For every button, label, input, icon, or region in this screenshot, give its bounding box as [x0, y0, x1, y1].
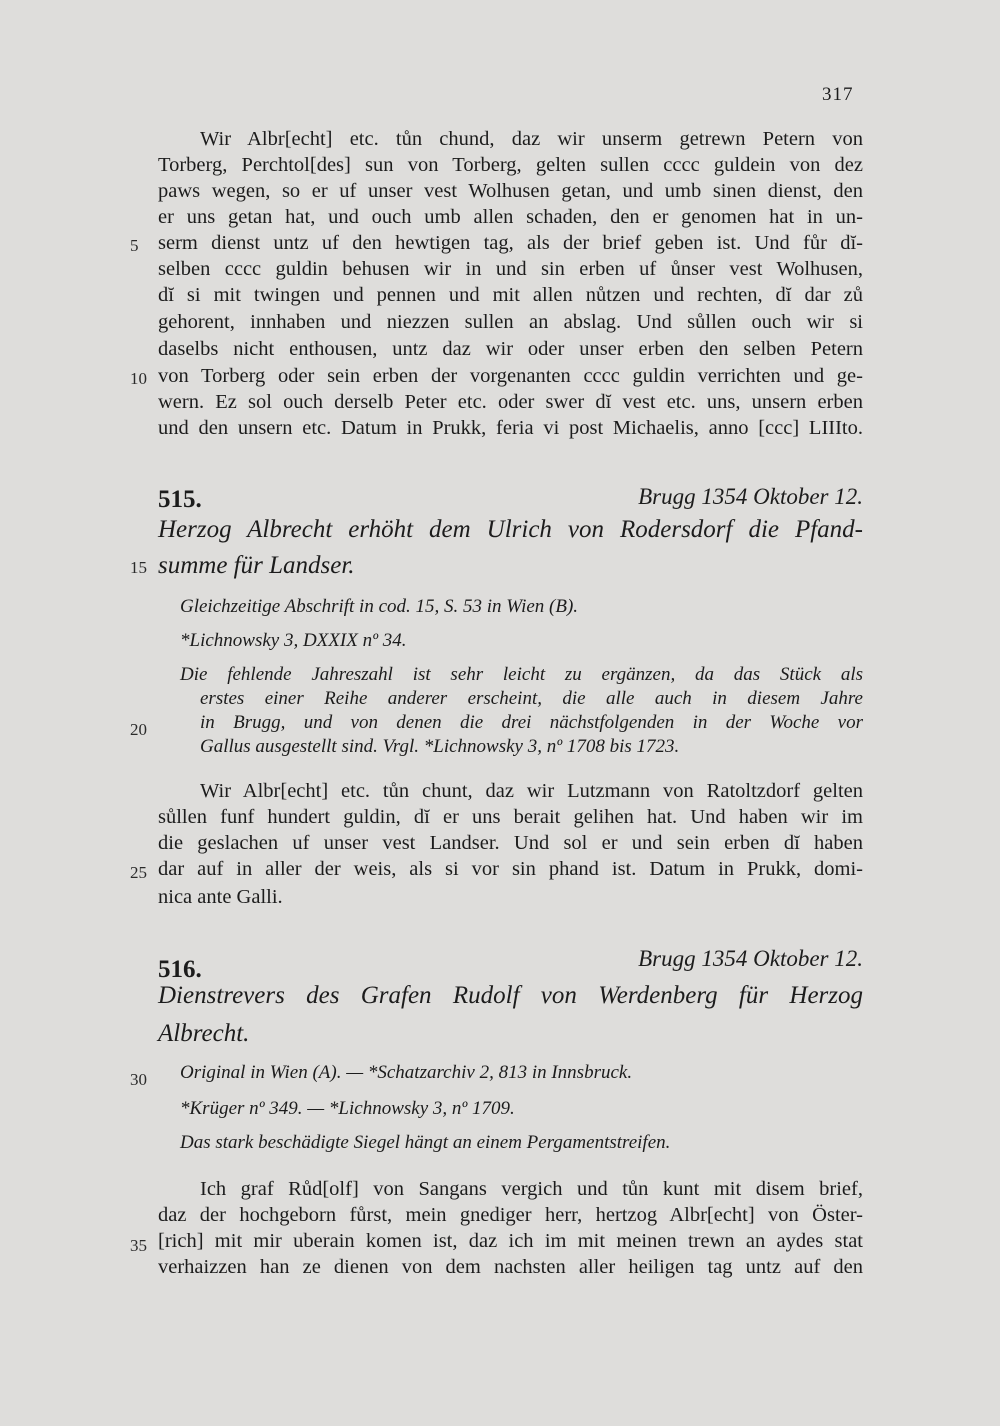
- text-line: die geslachen uf unser vest Landser. Und sol er und sein erben dĭ haben: [158, 832, 863, 854]
- text-line: von Torberg oder sein erben der vorgenanten cccc guldin verrichten und ge-: [158, 365, 863, 387]
- text-line: Torberg, Perchtol[des] sun von Torberg, gelten sullen cccc guldein von dez: [158, 154, 863, 176]
- source-note: Original in Wien (A). — *Schatzarchiv 2, 813 in Innsbruck.: [180, 1062, 633, 1083]
- text-line: gehorent, innhaben und niezzen sullen an abslag. Und sůllen ouch wir si: [158, 311, 863, 333]
- text-line: verhaizzen han ze dienen von dem nachsten aller heiligen tag untz auf den: [158, 1256, 863, 1278]
- editorial-note: erstes einer Reihe anderer erscheint, die alle auch in diesem Jahre: [200, 688, 863, 709]
- text-line: sůllen funf hundert guldin, dĭ er uns berait gelihen hat. Und haben wir im: [158, 806, 863, 828]
- line-number: 25: [130, 863, 147, 882]
- editorial-note: Die fehlende Jahreszahl ist sehr leicht zu ergänzen, da das Stück als: [180, 664, 863, 685]
- text-line: paws wegen, so er uf unser vest Wolhusen getan, und umb sinen dienst, den: [158, 180, 863, 202]
- source-note: *Lichnowsky 3, DXXIX nº 34.: [180, 630, 407, 651]
- line-number: 10: [130, 369, 147, 388]
- document-title: Albrecht.: [158, 1020, 250, 1047]
- source-note: Das stark beschädigte Siegel hängt an einem Pergamentstreifen.: [180, 1132, 671, 1153]
- document-date: Brugg 1354 Oktober 12.: [638, 484, 863, 509]
- source-note: Gleichzeitige Abschrift in cod. 15, S. 53 in Wien (B).: [180, 596, 579, 617]
- text-line: daz der hochgeborn fůrst, mein gnediger herr, hertzog Albr[echt] von Öster-: [158, 1204, 863, 1226]
- page-number: 317: [822, 84, 854, 105]
- text-line: Wir Albr[echt] etc. tůn chund, daz wir unserm getrewn Petern von: [200, 128, 863, 150]
- line-number: 30: [130, 1070, 147, 1089]
- document-title: Herzog Albrecht erhöht dem Ulrich von Rodersdorf die Pfand-: [158, 516, 863, 543]
- document-date: Brugg 1354 Oktober 12.: [638, 946, 863, 971]
- text-line: nica ante Galli.: [158, 886, 283, 908]
- editorial-note: Gallus ausgestellt sind. Vrgl. *Lichnowsky 3, nº 1708 bis 1723.: [200, 736, 680, 757]
- text-line: Wir Albr[echt] etc. tůn chunt, daz wir Lutzmann von Ratoltzdorf gelten: [200, 780, 863, 802]
- line-number: 15: [130, 558, 147, 577]
- text-line: Ich graf Růd[olf] von Sangans vergich und tůn kunt mit disem brief,: [200, 1178, 863, 1200]
- document-number: 515.: [158, 486, 202, 513]
- text-line: selben cccc guldin behusen wir in und sin erben uf ůnser vest Wolhusen,: [158, 258, 863, 280]
- text-line: serm dienst untz uf den hewtigen tag, als der brief geben ist. Und fůr dĭ-: [158, 232, 863, 254]
- text-line: er uns getan hat, und ouch umb allen schaden, den er genomen hat in un-: [158, 206, 863, 228]
- document-title: Dienstrevers des Grafen Rudolf von Werdenberg für Herzog: [158, 982, 863, 1009]
- text-line: dar auf in aller der weis, als si vor sin phand ist. Datum in Prukk, domi-: [158, 858, 863, 880]
- line-number: 20: [130, 720, 147, 739]
- editorial-note: in Brugg, und von denen die drei nächstfolgenden in der Woche vor: [200, 712, 863, 733]
- source-note: *Krüger nº 349. — *Lichnowsky 3, nº 1709.: [180, 1098, 515, 1119]
- text-line: dĭ si mit twingen und pennen und mit allen nůtzen und rechten, dĭ dar zů: [158, 284, 863, 306]
- text-line: [rich] mit mir uberain komen ist, daz ich im mit meinen trewn an aydes stat: [158, 1230, 863, 1252]
- document-title: summe für Landser.: [158, 552, 355, 579]
- text-line: und den unsern etc. Datum in Prukk, feria vi post Michaelis, anno [ccc] LIIIto.: [158, 417, 863, 439]
- document-number: 516.: [158, 956, 202, 983]
- text-line: wern. Ez sol ouch derselb Peter etc. oder swer dĭ vest etc. uns, unsern erben: [158, 391, 863, 413]
- line-number: 5: [130, 236, 139, 255]
- line-number: 35: [130, 1236, 147, 1255]
- text-line: daselbs nicht enthousen, untz daz wir oder unser erben den selben Petern: [158, 338, 863, 360]
